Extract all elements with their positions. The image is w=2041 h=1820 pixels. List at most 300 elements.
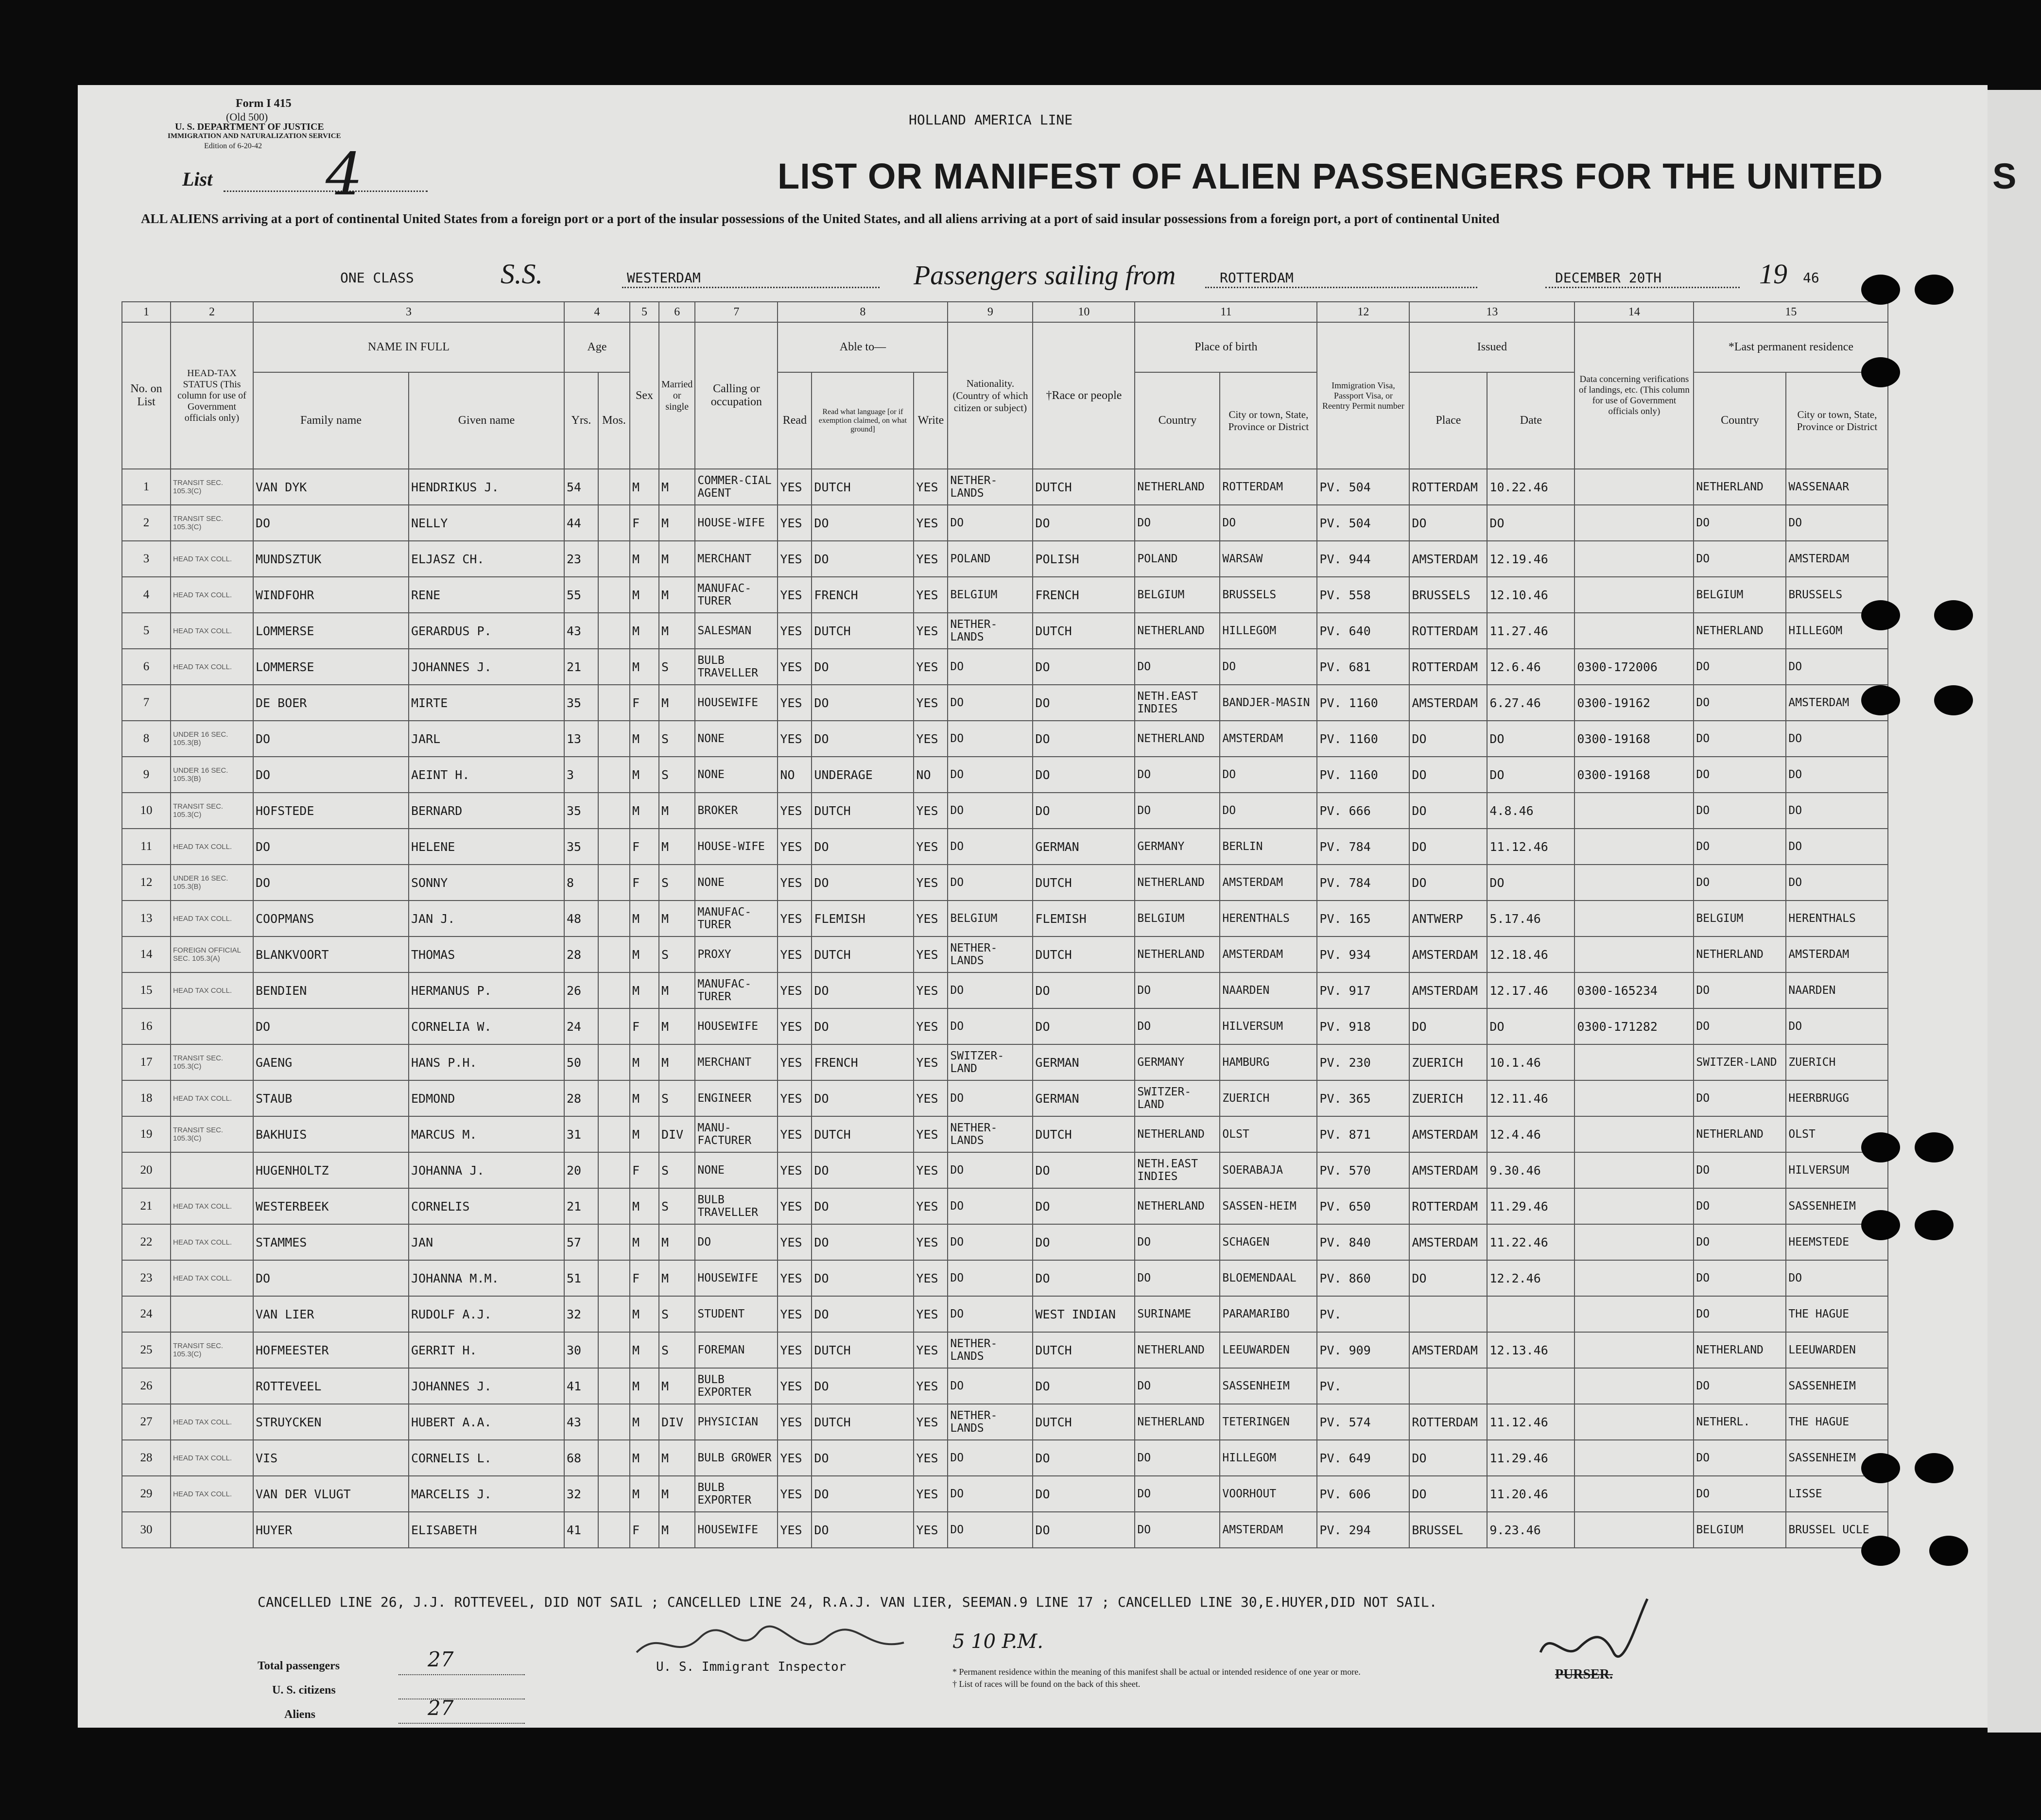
issued-date: 11.29.46 — [1487, 1188, 1574, 1224]
can-write: YES — [914, 685, 948, 721]
residence-city: DO — [1786, 1008, 1888, 1044]
header-no-on-list: No. on List — [122, 322, 171, 469]
race: DO — [1033, 505, 1135, 541]
issued-place: ROTTERDAM — [1409, 469, 1487, 505]
read-language: DUTCH — [812, 613, 914, 649]
sex: M — [630, 1296, 659, 1332]
total-underline — [398, 1674, 525, 1675]
header-place-of-birth: Place of birth — [1135, 322, 1317, 372]
age-years: 68 — [564, 1440, 598, 1476]
nationality: NETHER-LANDS — [948, 1116, 1033, 1152]
age-years: 32 — [564, 1476, 598, 1512]
can-write: YES — [914, 577, 948, 613]
punch-hole — [1915, 275, 1954, 305]
marital-status: S — [659, 1296, 695, 1332]
inspector-label: U. S. Immigrant Inspector — [656, 1660, 847, 1674]
purser-label: PURSER. — [1555, 1667, 1613, 1682]
issued-place: AMSTERDAM — [1409, 541, 1487, 577]
issued-place: AMSTERDAM — [1409, 685, 1487, 721]
issued-place: DO — [1409, 505, 1487, 541]
table-row — [122, 613, 1888, 649]
read-language: FLEMISH — [812, 901, 914, 936]
verification — [1574, 1476, 1694, 1512]
sex: M — [630, 972, 659, 1008]
birth-country: NETHERLAND — [1135, 1332, 1220, 1368]
header-last-residence: *Last permanent residence — [1694, 322, 1888, 372]
age-years: 44 — [564, 505, 598, 541]
can-read: YES — [778, 541, 812, 577]
colnum-11: 11 — [1135, 302, 1317, 322]
issued-date: DO — [1487, 865, 1574, 901]
header-yrs: Yrs. — [564, 372, 598, 469]
table-row — [122, 1332, 1888, 1368]
can-read: YES — [778, 936, 812, 972]
residence-city: LEEUWARDEN — [1786, 1332, 1888, 1368]
occupation: PHYSICIAN — [695, 1404, 778, 1440]
given-name: NELLY — [409, 505, 564, 541]
can-read: YES — [778, 577, 812, 613]
row-number: 4 — [122, 577, 171, 613]
sex: M — [630, 1404, 659, 1440]
nationality: NETHER-LANDS — [948, 936, 1033, 972]
adjacent-page-edge — [1988, 90, 2041, 1733]
given-name: MARCELIS J. — [409, 1476, 564, 1512]
colnum-15: 15 — [1694, 302, 1888, 322]
nationality: NETHER-LANDS — [948, 1404, 1033, 1440]
can-read: YES — [778, 865, 812, 901]
birth-city: AMSTERDAM — [1220, 865, 1317, 901]
marital-status: S — [659, 1152, 695, 1188]
birth-city: AMSTERDAM — [1220, 1512, 1317, 1548]
family-name: VAN DER VLUGT — [253, 1476, 409, 1512]
given-name: JAN J. — [409, 901, 564, 936]
residence-country: DO — [1694, 1008, 1786, 1044]
age-years: 35 — [564, 793, 598, 829]
manifest-title: LIST OR MANIFEST OF ALIEN PASSENGERS FOR THE UNITED — [778, 156, 1884, 196]
verification — [1574, 1440, 1694, 1476]
verification — [1574, 1044, 1694, 1080]
issued-date: DO — [1487, 1008, 1574, 1044]
marital-status: M — [659, 901, 695, 936]
birth-country: NETHERLAND — [1135, 1188, 1220, 1224]
can-read: YES — [778, 793, 812, 829]
punch-hole — [1861, 357, 1900, 387]
punch-hole — [1915, 1453, 1954, 1483]
nationality: DO — [948, 721, 1033, 757]
residence-city: THE HAGUE — [1786, 1296, 1888, 1332]
family-name: STRUYCKEN — [253, 1404, 409, 1440]
age-months — [598, 936, 630, 972]
can-write: YES — [914, 649, 948, 685]
visa-number: PV. 649 — [1317, 1440, 1409, 1476]
table-row — [122, 1080, 1888, 1116]
residence-city: DO — [1786, 829, 1888, 865]
issued-date: DO — [1487, 757, 1574, 793]
age-years: 13 — [564, 721, 598, 757]
age-years: 28 — [564, 936, 598, 972]
residence-city: HILLEGOM — [1786, 613, 1888, 649]
birth-city: SCHAGEN — [1220, 1224, 1317, 1260]
occupation: MERCHANT — [695, 541, 778, 577]
birth-country: GERMANY — [1135, 1044, 1220, 1080]
issued-place: DO — [1409, 1440, 1487, 1476]
occupation: BULB GROWER — [695, 1440, 778, 1476]
residence-country: DO — [1694, 1296, 1786, 1332]
marital-status: M — [659, 1044, 695, 1080]
visa-number: PV. 860 — [1317, 1260, 1409, 1296]
head-tax-status: HEAD TAX COLL. — [171, 829, 253, 865]
visa-number: PV. 918 — [1317, 1008, 1409, 1044]
row-number: 12 — [122, 865, 171, 901]
marital-status: M — [659, 685, 695, 721]
header-nationality: Nationality. (Country of which citizen or subject) — [948, 322, 1033, 469]
age-years: 50 — [564, 1044, 598, 1080]
line-name: HOLLAND AMERICA LINE — [909, 112, 1073, 128]
nationality: DO — [948, 1152, 1033, 1188]
head-tax-status — [171, 1296, 253, 1332]
birth-country: SURINAME — [1135, 1296, 1220, 1332]
birth-country: DO — [1135, 1260, 1220, 1296]
birth-city: BRUSSELS — [1220, 577, 1317, 613]
visa-number: PV. 650 — [1317, 1188, 1409, 1224]
occupation: HOUSEWIFE — [695, 1260, 778, 1296]
nationality: DO — [948, 972, 1033, 1008]
issued-date: 11.12.46 — [1487, 829, 1574, 865]
sex: M — [630, 793, 659, 829]
head-tax-status: HEAD TAX COLL. — [171, 1260, 253, 1296]
issued-date: 10.22.46 — [1487, 469, 1574, 505]
marital-status: S — [659, 936, 695, 972]
head-tax-status: HEAD TAX COLL. — [171, 1404, 253, 1440]
read-language: DO — [812, 1080, 914, 1116]
birth-country: NETHERLAND — [1135, 613, 1220, 649]
birth-country: DO — [1135, 1008, 1220, 1044]
family-name: WESTERBEEK — [253, 1188, 409, 1224]
issued-place: AMSTERDAM — [1409, 936, 1487, 972]
head-tax-status: TRANSIT SEC. 105.3(C) — [171, 1332, 253, 1368]
colnum-2: 2 — [171, 302, 253, 322]
row-number: 13 — [122, 901, 171, 936]
visa-number: PV. 917 — [1317, 972, 1409, 1008]
race: WEST INDIAN — [1033, 1296, 1135, 1332]
occupation: BROKER — [695, 793, 778, 829]
sex: M — [630, 1116, 659, 1152]
age-months — [598, 829, 630, 865]
table-row — [122, 865, 1888, 901]
sex: M — [630, 1080, 659, 1116]
marital-status: M — [659, 1008, 695, 1044]
nationality: DO — [948, 793, 1033, 829]
birth-city: TETERINGEN — [1220, 1404, 1317, 1440]
age-years: 30 — [564, 1332, 598, 1368]
sex: M — [630, 721, 659, 757]
birth-country: DO — [1135, 1368, 1220, 1404]
year-prefix: 19 — [1759, 258, 1787, 290]
birth-city: HILLEGOM — [1220, 1440, 1317, 1476]
residence-country: DO — [1694, 505, 1786, 541]
sex: F — [630, 1008, 659, 1044]
can-read: YES — [778, 1296, 812, 1332]
issued-date: 11.22.46 — [1487, 1224, 1574, 1260]
sex: F — [630, 865, 659, 901]
read-language: DUTCH — [812, 469, 914, 505]
issued-place: BRUSSEL — [1409, 1512, 1487, 1548]
visa-number: PV. — [1317, 1368, 1409, 1404]
residence-country: DO — [1694, 541, 1786, 577]
issued-place: DO — [1409, 721, 1487, 757]
issued-place: ROTTERDAM — [1409, 1188, 1487, 1224]
occupation: ENGINEER — [695, 1080, 778, 1116]
header-able-to: Able to— — [778, 322, 948, 372]
can-read: YES — [778, 1116, 812, 1152]
form-number: Form I 415 — [236, 97, 292, 110]
verification — [1574, 1116, 1694, 1152]
can-write: YES — [914, 541, 948, 577]
family-name: STAUB — [253, 1080, 409, 1116]
nationality: DO — [948, 685, 1033, 721]
given-name: HENDRIKUS J. — [409, 469, 564, 505]
race: DO — [1033, 1152, 1135, 1188]
row-number: 3 — [122, 541, 171, 577]
can-read: YES — [778, 1224, 812, 1260]
head-tax-status — [171, 1152, 253, 1188]
verification: 0300-172006 — [1574, 649, 1694, 685]
visa-number: PV. 294 — [1317, 1512, 1409, 1548]
sex: M — [630, 613, 659, 649]
age-months — [598, 972, 630, 1008]
colnum-13: 13 — [1409, 302, 1574, 322]
head-tax-status — [171, 1008, 253, 1044]
read-language: DO — [812, 829, 914, 865]
issued-date: 9.23.46 — [1487, 1512, 1574, 1548]
birth-country: DO — [1135, 972, 1220, 1008]
can-read: YES — [778, 1008, 812, 1044]
age-years: 43 — [564, 1404, 598, 1440]
residence-city: AMSTERDAM — [1786, 685, 1888, 721]
birth-city: DO — [1220, 649, 1317, 685]
table-row — [122, 469, 1888, 505]
nationality: DO — [948, 1512, 1033, 1548]
family-name: HOFSTEDE — [253, 793, 409, 829]
age-years: 23 — [564, 541, 598, 577]
marital-status: M — [659, 505, 695, 541]
sex: F — [630, 1512, 659, 1548]
colnum-7: 7 — [695, 302, 778, 322]
age-years: 31 — [564, 1116, 598, 1152]
race: DO — [1033, 685, 1135, 721]
issued-place: AMSTERDAM — [1409, 1152, 1487, 1188]
race: DUTCH — [1033, 613, 1135, 649]
total-passengers-value: 27 — [428, 1647, 454, 1671]
given-name: EDMOND — [409, 1080, 564, 1116]
birth-country: BELGIUM — [1135, 901, 1220, 936]
read-language: DO — [812, 1008, 914, 1044]
age-years: 21 — [564, 1188, 598, 1224]
age-months — [598, 577, 630, 613]
visa-number: PV. 909 — [1317, 1332, 1409, 1368]
can-read: YES — [778, 1332, 812, 1368]
race: DO — [1033, 757, 1135, 793]
issued-date: 12.10.46 — [1487, 577, 1574, 613]
marital-status: M — [659, 1224, 695, 1260]
issued-place: DO — [1409, 1476, 1487, 1512]
table-row — [122, 1512, 1888, 1548]
table-row — [122, 1476, 1888, 1512]
issued-place: AMSTERDAM — [1409, 1116, 1487, 1152]
residence-country: SWITZER-LAND — [1694, 1044, 1786, 1080]
read-language: DO — [812, 1512, 914, 1548]
marital-status: M — [659, 577, 695, 613]
marital-status: M — [659, 1368, 695, 1404]
sex: F — [630, 685, 659, 721]
issued-place: ROTTERDAM — [1409, 649, 1487, 685]
footnote-races: † List of races will be found on the back of this sheet. — [952, 1679, 1141, 1689]
can-write: YES — [914, 936, 948, 972]
marital-status: M — [659, 829, 695, 865]
row-number: 6 — [122, 649, 171, 685]
given-name: HUBERT A.A. — [409, 1404, 564, 1440]
can-read: YES — [778, 469, 812, 505]
age-years: 24 — [564, 1008, 598, 1044]
can-write: YES — [914, 721, 948, 757]
read-language: FRENCH — [812, 577, 914, 613]
can-read: YES — [778, 829, 812, 865]
residence-city: DO — [1786, 505, 1888, 541]
birth-country: SWITZER-LAND — [1135, 1080, 1220, 1116]
occupation: COMMER-CIAL AGENT — [695, 469, 778, 505]
can-write: YES — [914, 1260, 948, 1296]
residence-city: AMSTERDAM — [1786, 541, 1888, 577]
verification — [1574, 901, 1694, 936]
visa-number: PV. 1160 — [1317, 757, 1409, 793]
table-row — [122, 1296, 1888, 1332]
visa-number: PV. 570 — [1317, 1152, 1409, 1188]
occupation: HOUSE-WIFE — [695, 505, 778, 541]
ss-label: S.S. — [501, 258, 543, 290]
race: DUTCH — [1033, 1116, 1135, 1152]
punch-hole — [1861, 685, 1900, 715]
age-months — [598, 901, 630, 936]
header-issued-place: Place — [1409, 372, 1487, 469]
department: U. S. DEPARTMENT OF JUSTICE — [175, 121, 324, 132]
class-label: ONE CLASS — [340, 270, 414, 286]
issued-date: 12.13.46 — [1487, 1332, 1574, 1368]
verification — [1574, 793, 1694, 829]
row-number: 21 — [122, 1188, 171, 1224]
issued-date: 11.20.46 — [1487, 1476, 1574, 1512]
read-language: DO — [812, 505, 914, 541]
table-row — [122, 829, 1888, 865]
residence-country: DO — [1694, 649, 1786, 685]
header-issued-date: Date — [1487, 372, 1574, 469]
visa-number: PV. — [1317, 1296, 1409, 1332]
punch-hole — [1861, 1132, 1900, 1162]
verification — [1574, 541, 1694, 577]
occupation: BULB EXPORTER — [695, 1368, 778, 1404]
nationality: DO — [948, 1368, 1033, 1404]
read-language: FRENCH — [812, 1044, 914, 1080]
head-tax-status: HEAD TAX COLL. — [171, 1224, 253, 1260]
sex: M — [630, 649, 659, 685]
issued-place: DO — [1409, 757, 1487, 793]
residence-city: THE HAGUE — [1786, 1404, 1888, 1440]
can-write: YES — [914, 1008, 948, 1044]
head-tax-status: TRANSIT SEC. 105.3(C) — [171, 505, 253, 541]
given-name: JOHANNES J. — [409, 1368, 564, 1404]
marital-status: M — [659, 541, 695, 577]
residence-country: DO — [1694, 793, 1786, 829]
residence-country: DO — [1694, 1188, 1786, 1224]
departure-date: DECEMBER 20TH — [1555, 270, 1662, 286]
family-name: DO — [253, 865, 409, 901]
given-name: CORNELIA W. — [409, 1008, 564, 1044]
occupation: NONE — [695, 865, 778, 901]
age-years: 32 — [564, 1296, 598, 1332]
race: FRENCH — [1033, 577, 1135, 613]
nationality: POLAND — [948, 541, 1033, 577]
issued-date: 12.6.46 — [1487, 649, 1574, 685]
birth-city: SASSEN-HEIM — [1220, 1188, 1317, 1224]
row-number: 24 — [122, 1296, 171, 1332]
race: DO — [1033, 649, 1135, 685]
header-family-name: Family name — [253, 372, 409, 469]
aliens-underline — [398, 1723, 525, 1724]
can-read: YES — [778, 1404, 812, 1440]
birth-country: DO — [1135, 505, 1220, 541]
read-language: DO — [812, 1296, 914, 1332]
header-visa: Immigration Visa, Passport Visa, or Reentry Permit number — [1317, 322, 1409, 469]
can-write: YES — [914, 1188, 948, 1224]
given-name: BERNARD — [409, 793, 564, 829]
race: DO — [1033, 1476, 1135, 1512]
service: IMMIGRATION AND NATURALIZATION SERVICE — [168, 132, 341, 140]
issued-date — [1487, 1368, 1574, 1404]
list-number: 4 — [326, 141, 363, 208]
age-months — [598, 1152, 630, 1188]
colnum-5: 5 — [630, 302, 659, 322]
table-row — [122, 1260, 1888, 1296]
punch-hole — [1861, 600, 1900, 630]
issued-place: DO — [1409, 865, 1487, 901]
row-number: 28 — [122, 1440, 171, 1476]
family-name: HUYER — [253, 1512, 409, 1548]
total-passengers-label: Total passengers — [258, 1660, 340, 1672]
residence-country: NETHERLAND — [1694, 1116, 1786, 1152]
head-tax-status: HEAD TAX COLL. — [171, 1080, 253, 1116]
row-number: 14 — [122, 936, 171, 972]
age-years: 57 — [564, 1224, 598, 1260]
age-months — [598, 1512, 630, 1548]
can-read: YES — [778, 1188, 812, 1224]
race: POLISH — [1033, 541, 1135, 577]
can-write: YES — [914, 505, 948, 541]
read-language: DO — [812, 721, 914, 757]
age-years: 35 — [564, 685, 598, 721]
family-name: DO — [253, 1008, 409, 1044]
header-sex: Sex — [630, 322, 659, 469]
visa-number: PV. 784 — [1317, 865, 1409, 901]
verification — [1574, 1080, 1694, 1116]
row-number: 11 — [122, 829, 171, 865]
age-months — [598, 1080, 630, 1116]
race: DO — [1033, 1260, 1135, 1296]
punch-hole — [1934, 685, 1973, 715]
nationality: DO — [948, 865, 1033, 901]
birth-country: NETHERLAND — [1135, 865, 1220, 901]
residence-country: NETHERLAND — [1694, 469, 1786, 505]
race: GERMAN — [1033, 1044, 1135, 1080]
row-number: 7 — [122, 685, 171, 721]
